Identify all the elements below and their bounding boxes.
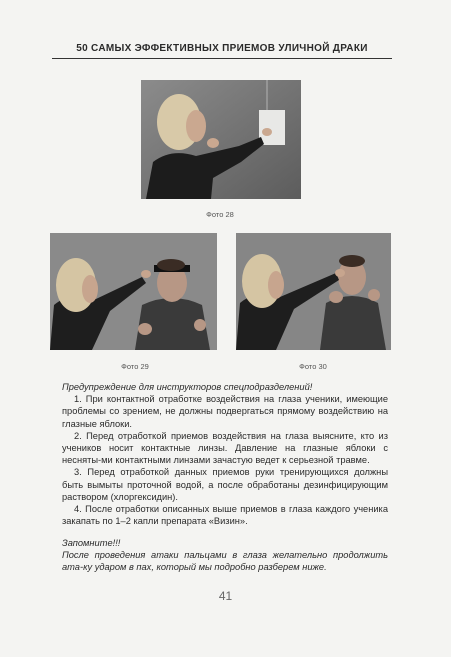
warning-heading: Предупреждение для инструкторов спецподразделений! — [62, 382, 313, 392]
photo-30 — [236, 233, 391, 350]
photo-28 — [141, 80, 301, 199]
warning-item-2: 2. Перед отработкой приемов воздействия на глаза выясните, кто из учеников носит контактные линзы. Давление на глазные яблоки с несняты-ми контактными линзами зачастую ведет к серьезной травме. — [62, 430, 388, 466]
warning-item-3: 3. Перед отработкой данных приемов руки тренирующихся должны быть вымыты проточной водой, а после обработаны дезинфицирующим раствором (хлоргексидин). — [62, 467, 388, 502]
running-header: 50 САМЫХ ЭФФЕКТИВНЫХ ПРИЕМОВ УЛИЧНОЙ ДРАКИ — [76, 43, 368, 54]
remember-note — [62, 537, 388, 574]
instructor-warning — [62, 381, 388, 527]
header-rule — [52, 58, 392, 59]
warning-item-4: 4. После отработки описанных выше приемов в глаза каждого ученика закапать по 1–2 капли препарата «Визин». — [62, 504, 388, 527]
photo-29-caption: Фото 29 — [121, 362, 149, 371]
remember-heading: Запомните!!! — [62, 538, 121, 548]
photo-29 — [50, 233, 217, 350]
warning-item-1: 1. При контактной отработке воздействия на глаза ученики, имеющие проблемы со зрением, не должны подвергаться прямому воздействию на глазные яблоки. — [62, 394, 388, 429]
page-number: 41 — [218, 589, 233, 603]
remember-text: После проведения атаки пальцами в глаза желательно продолжить ата-ку ударом в пах, который мы подробно разберем ниже. — [62, 550, 388, 573]
photo-28-caption: Фото 28 — [206, 210, 234, 219]
photo-30-caption: Фото 30 — [299, 362, 327, 371]
